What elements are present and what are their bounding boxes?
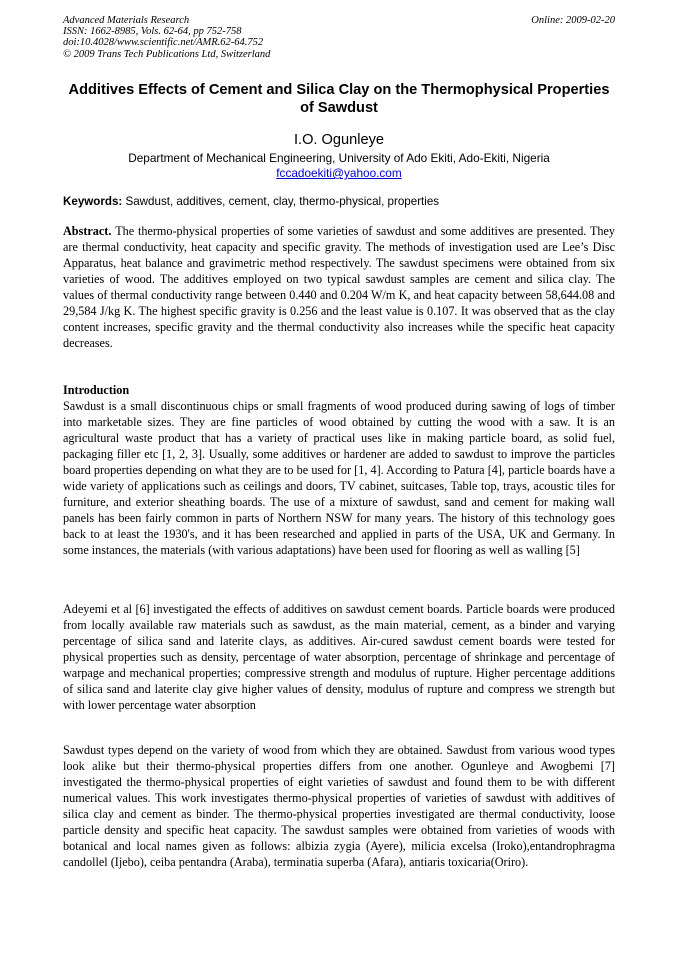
- abstract: [63, 223, 615, 351]
- abstract-label: Abstract.: [63, 224, 116, 238]
- paper-title: Additives Effects of Cement and Silica Clay on the Thermophysical Properties of Sawdust: [68, 82, 610, 116]
- author-affiliation: Department of Mechanical Engineering, University of Ado Ekiti, Ado-Ekiti, Nigeria: [128, 151, 550, 165]
- abstract-text: The thermo-physical properties of some varieties of sawdust and some additives are presented. They are thermal conductivity, heat capacity and specific gravity. The methods of investigation used are Lee’s Disc Apparatus, heat balance and gravimetric method respectively. The sawdust specimens were obtained from six varieties of wood. The additives employed on two typical sawdust samples are cement and silica clay. The values of thermal conductivity range between 0.440 and 0.204 W/m K, and heat capacity between 58,644.08 and 29,584 J/kg K. The highest specific gravity is 0.256 and the least value is 0.107. It was observed that as the clay content increases, specific gravity and the thermal conductivity also increases while the specific heat capacity decreases.: [63, 224, 615, 351]
- author-email-link[interactable]: fccadoekiti@yahoo.com: [276, 166, 402, 180]
- keywords-text: Sawdust, additives, cement, clay, thermo-physical, properties: [125, 195, 440, 208]
- journal-header: [63, 15, 270, 60]
- intro-paragraph: Sawdust is a small discontinuous chips or small fragments of wood produced during sawing of logs of timber into marketable sizes. They are fine particles of wood obtained by cutting the wood with a saw. It is an agricultural waste product that has a variety of practical uses like in making particle board, as solid fuel, packaging filler etc [1, 2, 3]. Usually, some additives or hardener are added to sawdust to improve the particles board properties depending on what they are to be used for [1, 4]. According to Patura [4], particle boards have a wide variety of applications such as ceilings and doors, TV cabinet, suitcases, Table top, trays, acoustic tiles for furniture, and exterior sheathing boards. The use of a mixture of sawdust, sand and cement for making wall panels has been fairly common in parts of Northern NSW for many years. The history of this technology goes back to at least the 1930's, and it has been researched and applied in parts of the USA, UK and Germany. In some instances, the materials (with various adaptations) have been used for flooring as well as walling [5]: [63, 399, 615, 558]
- author-email-line: [63, 166, 615, 181]
- journal-name: Advanced Materials Research: [63, 15, 190, 26]
- keywords-label: Keywords:: [63, 195, 126, 208]
- author-name: I.O. Ogunleye: [293, 132, 385, 148]
- online-date: Online: 2009-02-20: [531, 15, 615, 26]
- intro-paragraph: Sawdust types depend on the variety of wood from which they are obtained. Sawdust from various wood types look alike but their thermo-physical properties differs from one another. Ogunleye and Awogbemi [7] investigated the thermo-physical properties of eight varieties of sawdust and found them to be with different numerical values. This work investigates thermo-physical properties of varieties of sawdust with additives of silica clay and cement as binder. The thermo-physical properties investigated are thermal conductivity, loose particle density and specific heat capacity. The sawdust samples were obtained from varieties of woods with botanical and local names given as follows: albizia zygia (Ayere), milicia excelsa (Iroko),entandrophragma candollel (Ijebo), ceiba pentandra (Araba), terminatia superba (Afara), antiaris toxicaria(Oriro).: [63, 743, 615, 870]
- keywords: [63, 194, 615, 209]
- journal-doi: doi:10.4028/www.scientific.net/AMR.62-64.752: [63, 37, 264, 49]
- journal-copyright: © 2009 Trans Tech Publications Ltd, Switzerland: [63, 48, 271, 60]
- journal-issn: ISSN: 1662-8985, Vols. 62-64, pp 752-758: [63, 26, 242, 38]
- intro-paragraph: Adeyemi et al [6] investigated the effects of additives on sawdust cement boards. Particle boards were produced from locally available raw materials such as sawdust, as the main material, cement, as a binder and varying percentage of silica sand and laterite clays, as additives. Air-cured sawdust cement boards were tested for physical properties such as density, percentage of water absorption, percentage of shrinkage and percentage of warpage and mechanical properties; compressive strength and modulus of rupture. Higher percentage additions of silica sand and laterite clay give higher values of density, modulus of rupture and compress we strength but with lower percentage water absorption: [63, 602, 615, 713]
- section-heading-introduction: Introduction: [63, 383, 130, 397]
